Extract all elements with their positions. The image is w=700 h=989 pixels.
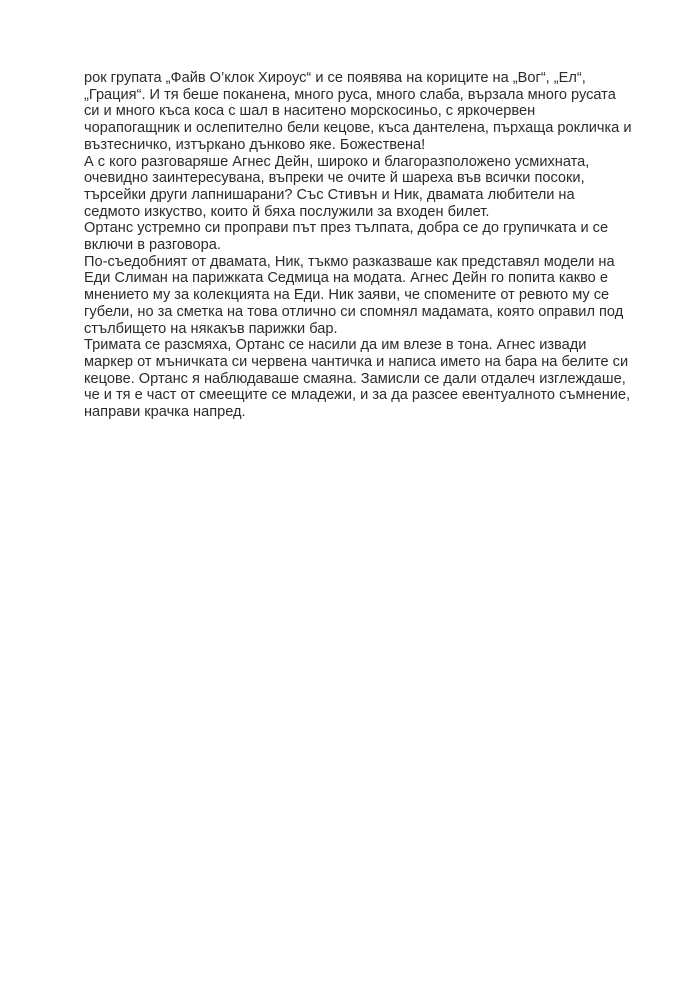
text-line: възтесничко, изтъркано дънково яке. Божествена! (84, 136, 426, 153)
text-line: чорапогащник и ослепително бели кецове, къса дантелена, пърхаща рокличка и (84, 120, 632, 137)
text-line: Ортанс устремно си проправи път през тълпата, добра се до групичката и се (84, 220, 609, 237)
text-line: направи крачка напред. (84, 404, 246, 421)
text-line: стълбището на някакъв парижки бар. (84, 320, 338, 337)
text-line: включи в разговора. (84, 237, 221, 254)
text-line: си и много къса коса с шал в наситено морскосиньо, с яркочервен (84, 103, 536, 120)
text-line: Тримата се разсмяха, Ортанс се насили да им влезе в тона. Агнес извади (84, 337, 587, 354)
text-line: А с кого разговаряше Агнес Дейн, широко и благоразположено усмихната, (84, 153, 590, 170)
text-line: мнението му за колекцията на Еди. Ник заяви, че спомените от ревюто му се (84, 287, 610, 304)
text-line: Еди Слиман на парижката Седмица на модата. Агнес Дейн го попита какво е (84, 270, 608, 287)
text-line: губели, но за сметка на това отлично си спомнял мадамата, която оправил под (84, 303, 624, 320)
text-line: очевидно заинтересувана, въпреки че очите й шареха във всички посоки, (84, 170, 585, 187)
text-line: рок групата „Файв О’клок Хироус“ и се появява на кориците на „Вог“, „Ел“, (84, 70, 586, 86)
text-line: По-съедобният от двамата, Ник, тъкмо разказваше как представял модели на (84, 253, 615, 270)
text-line: маркер от мъничката си червена чантичка и написа името на бара на белите си (84, 353, 629, 370)
text-line: „Грация“. И тя беше поканена, много руса, много слаба, вързала много русата (84, 86, 616, 103)
text-line: седмото изкуство, които й бяха послужили за входен билет. (84, 203, 490, 220)
text-line: че и тя е част от смеещите се младежи, и за да разсее евентуалното съмнение, (84, 387, 631, 404)
text-line: търсейки други лапнишарани? Със Стивън и Ник, двамата любители на (84, 186, 575, 203)
body-text (84, 70, 644, 421)
text-line: кецове. Ортанс я наблюдаваше смаяна. Замисли се дали отдалеч изглеждаше, (84, 370, 626, 387)
